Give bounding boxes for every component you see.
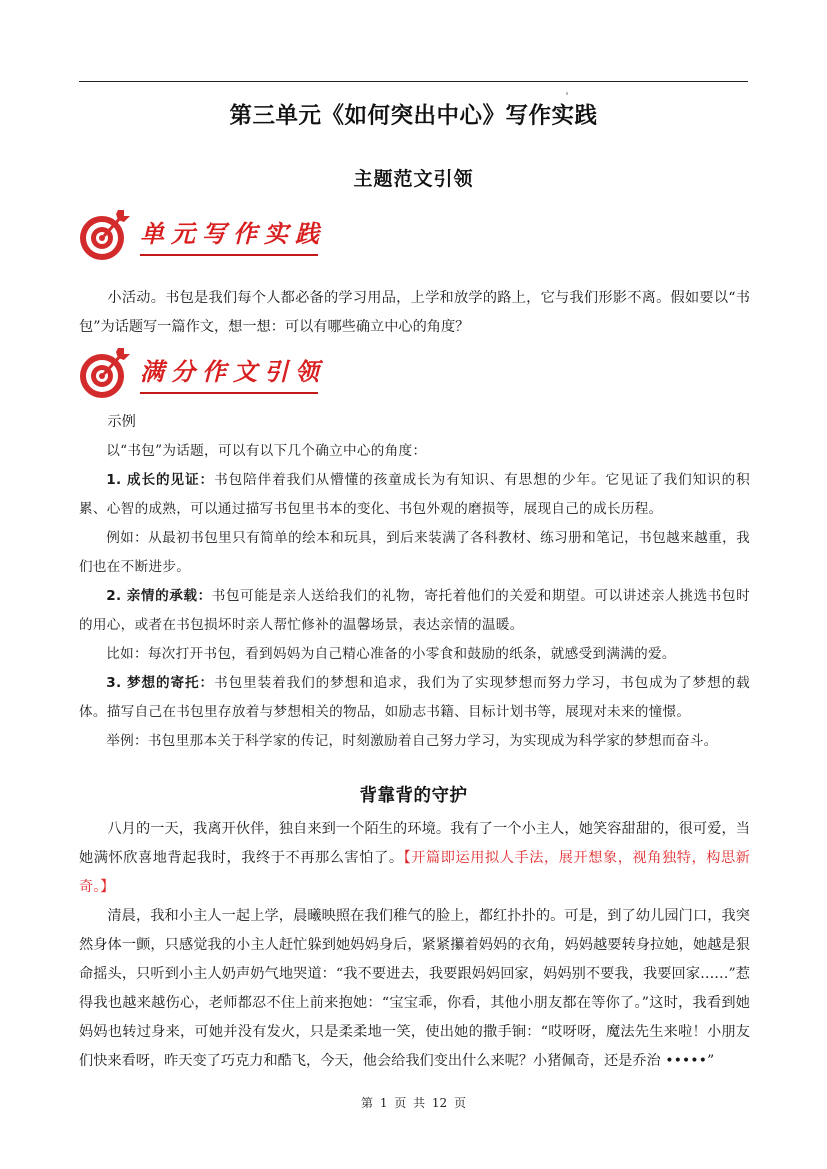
document-title: 第三单元《如何突出中心》写作实践	[229, 103, 598, 129]
essay-text: 清晨，我和小主人一起上学，晨曦映照在我们稚气的脸上，都红扑扑的。可是，到了幼儿园门口，我突然身体一颤，只感觉我的小主人赶忙躲到她妈妈身后，紧紧攥着妈妈的衣角，妈妈越要转身拉她，她越是狠命摇头，只听到小主人奶声奶气地哭道：“我不要进去，我要跟妈妈回家，妈妈别不要我，我要回家……”惹得我也越来越伤心，老师都忍不住上前来抱她：“宝宝乖，你看，其他小朋友都在等你了。”这时，我看到她妈妈也转过身来，可她并没有发火，只是柔柔地一笑，使出她的撒手锏：“哎呀呀，魔法先生来啦！小朋友们快来看呀，昨天变了巧克力和酷飞，今天，他会给我们变出什么来呢？小猪佩奇，还是乔治 •••••”	[79, 908, 750, 1069]
point-heading: 2. 亲情的承载：	[106, 588, 212, 604]
target-icon	[78, 206, 134, 264]
banner-writing-practice	[78, 206, 328, 266]
banner-model-essay	[78, 344, 328, 404]
point-heading: 1. 成长的见证：	[106, 472, 215, 488]
essay-text: 八月的一天，我离开伙伴，独自来到一个陌生的环境。我有了一个小主人，她笑容甜甜的，很可爱，当她满怀欣喜地背起我时，我终于不再那么害怕了。	[79, 821, 750, 866]
banner-label: 单元写作实践	[140, 219, 326, 248]
point-body: 书包可能是亲人送给我们的礼物，寄托着他们的关爱和期望。可以讲述亲人挑选书包时的用心，或者在书包损坏时亲人帮忙修补的温馨场景，表达亲情的温暖。	[79, 588, 750, 633]
banner-underline	[140, 392, 318, 394]
example-intro: 以“书包”为话题，可以有以下几个确立中心的角度：	[106, 443, 427, 459]
banner-label: 满分作文引领	[140, 357, 326, 386]
point-2-sample: 比如：每次打开书包，看到妈妈为自己精心准备的小零食和鼓励的纸条，就感受到满满的爱。	[106, 646, 676, 662]
point-3-sample: 举例：书包里那本关于科学家的传记，时刻激励着自己努力学习，为实现成为科学家的梦想而奋斗。	[106, 733, 718, 749]
point-1-sample: 例如：从最初书包里只有简单的绘本和玩具，到后来装满了各科教材、练习册和笔记，书包越来越重，我们也在不断进步。	[79, 530, 750, 575]
example-label: 示例	[107, 414, 136, 430]
point-1	[79, 466, 750, 524]
point-3	[79, 669, 750, 727]
point-body: 书包陪伴着我们从懵懂的孩童成长为有知识、有思想的少年。它见证了我们知识的积累、心智的成熟，可以通过描写书包里书本的变化、书包外观的磨损等，展现自己的成长历程。	[79, 472, 750, 517]
activity-paragraph: 小活动。书包是我们每个人都必备的学习用品，上学和放学的路上，它与我们形影不离。假如要以“书包”为话题写一篇作文，想一想：可以有哪些确立中心的角度？	[79, 290, 750, 335]
essay-comment: 【开篇即运用拟人手法，展开想象，视角独特，构思新奇。】	[79, 850, 750, 895]
essay-paragraph	[79, 815, 750, 902]
essay-paragraph	[79, 902, 750, 1076]
banner-underline	[140, 254, 318, 256]
target-icon	[78, 344, 134, 402]
point-heading: 3. 梦想的寄托：	[106, 675, 215, 691]
point-2	[79, 582, 750, 640]
point-body: 书包里装着我们的梦想和追求，我们为了实现梦想而努力学习，书包成为了梦想的载体。描写自己在书包里存放着与梦想相关的物品，如励志书籍、目标计划书等，展现对未来的憧憬。	[79, 675, 750, 720]
scan-mark	[566, 92, 568, 95]
page-footer: 第 1 页 共 12 页	[361, 1096, 466, 1110]
header-rule	[79, 81, 748, 82]
essay-title: 背靠背的守护	[359, 786, 468, 806]
document-subtitle: 主题范文引领	[353, 168, 474, 190]
